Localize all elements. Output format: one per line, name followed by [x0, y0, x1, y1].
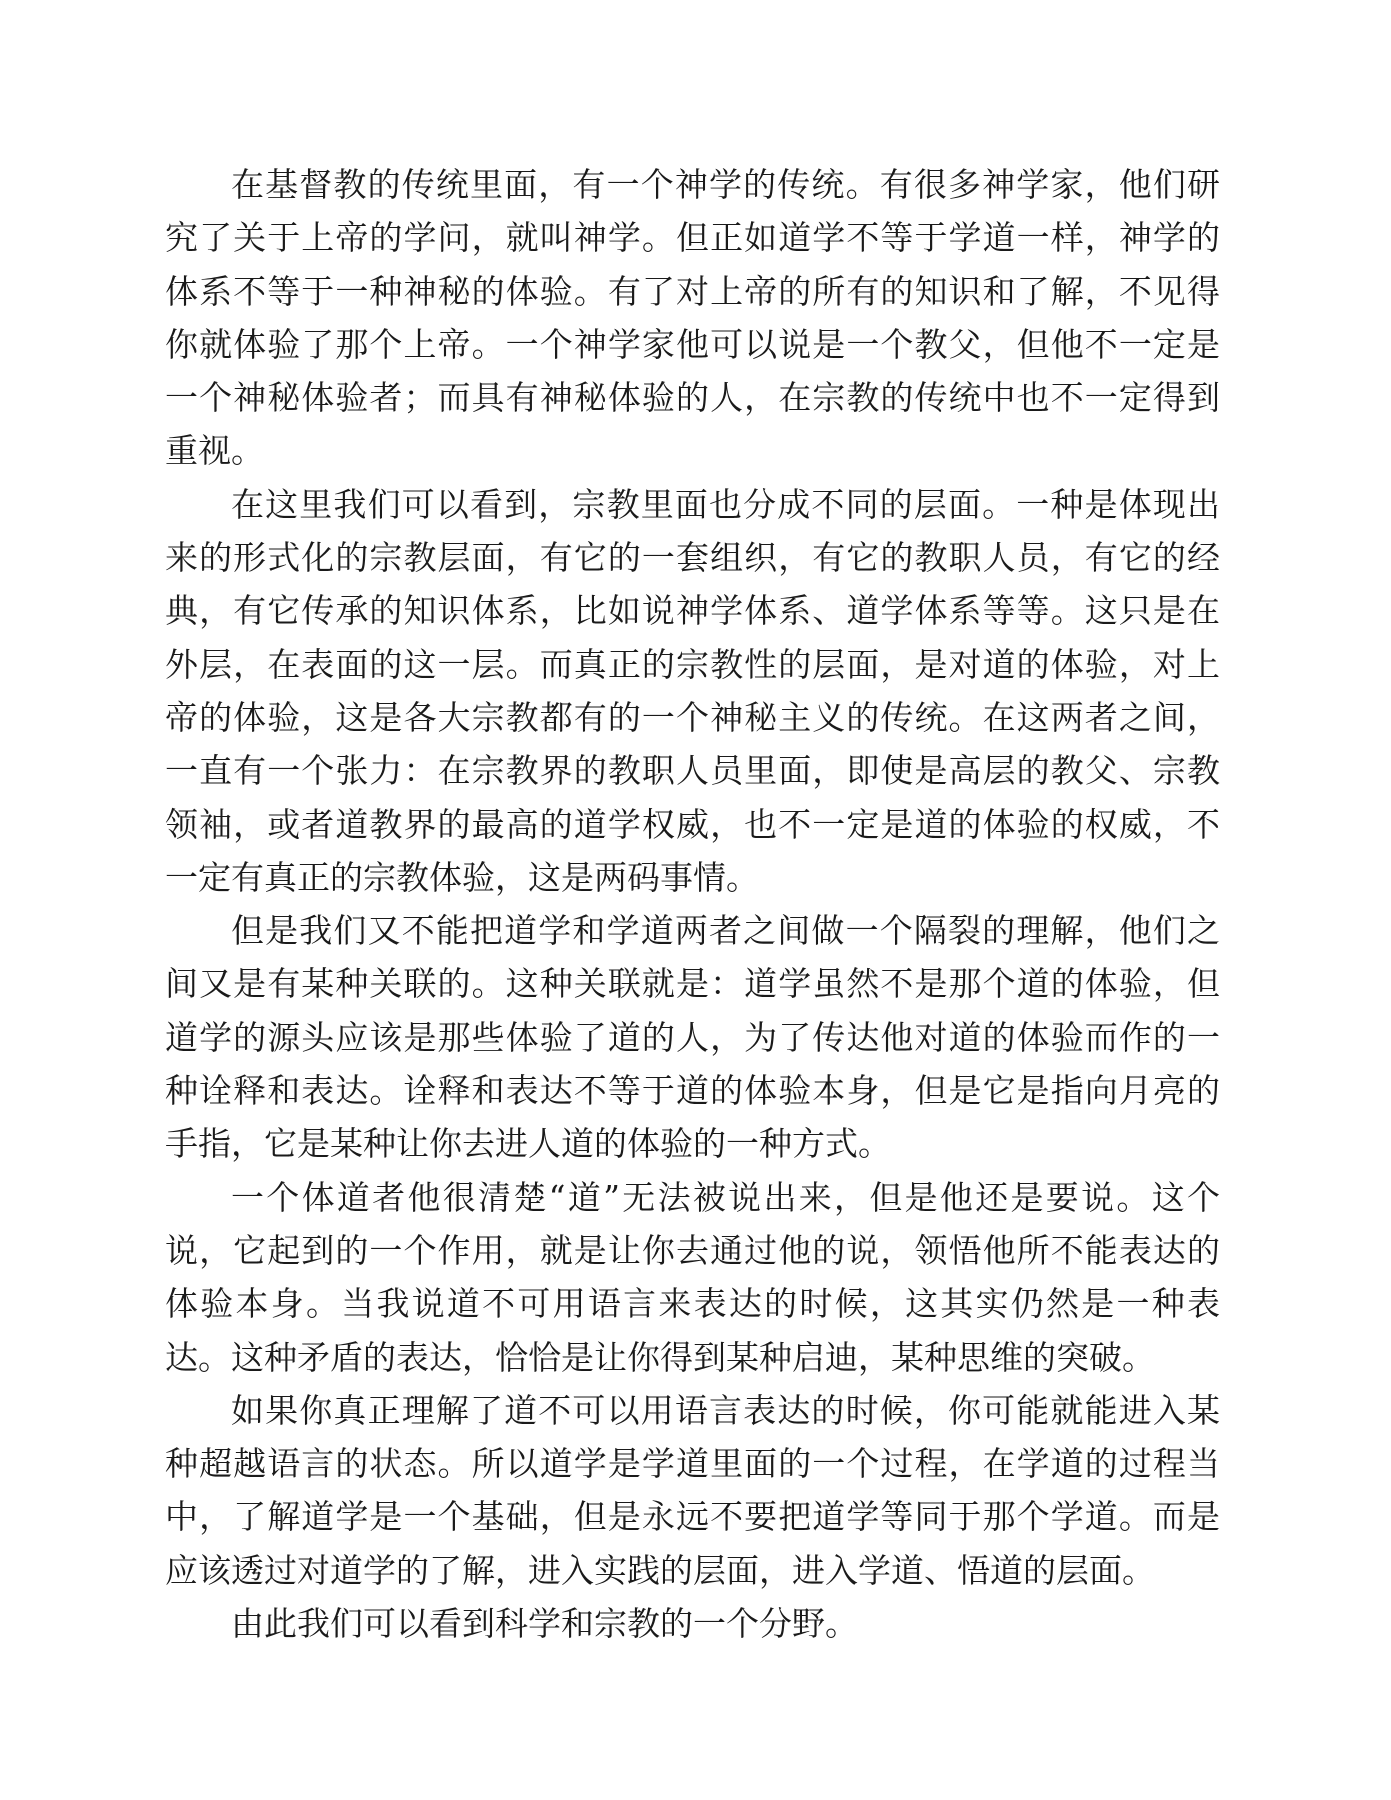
paragraph-5: 如果你真正理解了道不可以用语言表达的时候，你可能就能进入某种超越语言的状态。所以道学是学道里面的一个过程，在学道的过程当中，了解道学是一个基础，但是永远不要把道学等同于那个学道。而是应该透过对道学的了解，进入实践的层面，进入学道、悟道的层面。 — [165, 1390, 1220, 1590]
paragraph-6: 由此我们可以看到科学和宗教的一个分野。 — [231, 1604, 858, 1644]
paragraph-1: 在基督教的传统里面，有一个神学的传统。有很多神学家，他们研究了关于上帝的学问，就叫神学。但正如道学不等于学道一样，神学的体系不等于一种神秘的体验。有了对上帝的所有的知识和了解，不见得你就体验了那个上帝。一个神学家他可以说是一个教父，但他不一定是一个神秘体验者；而具有神秘体验的人，在宗教的传统中也不一定得到重视。 — [165, 165, 1220, 471]
paragraph-2: 在这里我们可以看到，宗教里面也分成不同的层面。一种是体现出来的形式化的宗教层面，有它的一套组织，有它的教职人员，有它的经典，有它传承的知识体系，比如说神学体系、道学体系等等。这只是在外层，在表面的这一层。而真正的宗教性的层面，是对道的体验，对上帝的体验，这是各大宗教都有的一个神秘主义的传统。在这两者之间，一直有一个张力：在宗教界的教职人员里面，即使是高层的教父、宗教领袖，或者道教界的最高的道学权威，也不一定是道的体验的权威，不一定有真正的宗教体验，这是两码事情。 — [165, 484, 1220, 897]
paragraph-3: 但是我们又不能把道学和学道两者之间做一个隔裂的理解，他们之间又是有某种关联的。这种关联就是：道学虽然不是那个道的体验，但道学的源头应该是那些体验了道的人，为了传达他对道的体验而作的一种诠释和表达。诠释和表达不等于道的体验本身，但是它是指向月亮的手指，它是某种让你去进人道的体验的一种方式。 — [165, 911, 1220, 1164]
paragraph-4: 一个体道者他很清楚“道”无法被说出来，但是他还是要说。这个说，它起到的一个作用，就是让你去通过他的说，领悟他所不能表达的体验本身。当我说道不可用语言来表达的时候，这其实仍然是一种表达。这种矛盾的表达，恰恰是让你得到某种启迪，某种思维的突破。 — [165, 1177, 1220, 1377]
body-text — [165, 158, 1220, 1650]
